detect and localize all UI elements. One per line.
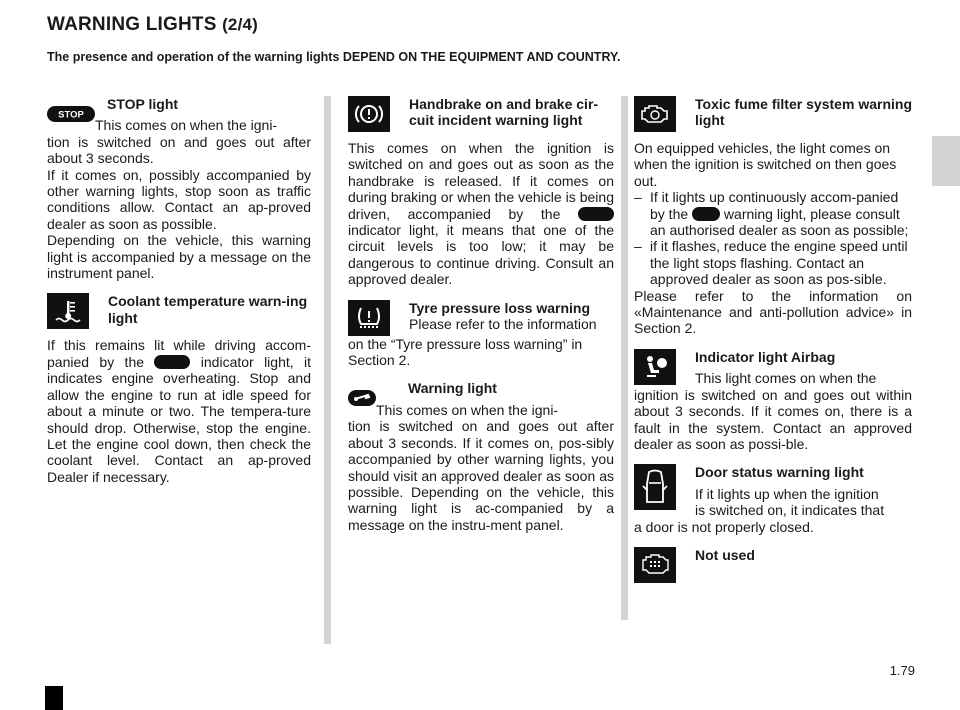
- page-title: [47, 14, 258, 36]
- page-number: 1.79: [889, 663, 915, 678]
- handbrake-icon: [348, 96, 390, 132]
- column-3: [634, 96, 912, 583]
- door-status-icon: [634, 464, 676, 510]
- entry-title: Coolant temperature warn-ing light: [108, 293, 308, 326]
- entry-text: tion is switched on and goes out after about 3 seconds.: [47, 133, 311, 167]
- entry-title: STOP light: [107, 96, 179, 112]
- entry-text: This comes on when the igni-: [95, 117, 278, 134]
- entry-text: on the “Tyre pressure loss warning” in Section 2.: [348, 335, 583, 369]
- wrench-icon: [692, 207, 720, 221]
- tyre-pressure-icon: [348, 300, 390, 336]
- list-item: – if it flashes, reduce the engine speed until the light stops flashing. Contact an approved dealer as soon as pos-sible.: [634, 238, 908, 288]
- entry-text: Please refer to the information on «Maintenance and anti-pollution advice» in Section 2.: [634, 287, 912, 337]
- coolant-temperature-icon: [47, 293, 89, 329]
- entry-text: a door is not properly closed.: [634, 518, 814, 535]
- tyre-pressure-entry: [348, 300, 614, 369]
- title-text: WARNING LIGHTS: [47, 14, 217, 35]
- column-1: [47, 96, 311, 485]
- entry-text: If it lights up when the ignition: [695, 485, 879, 502]
- handbrake-entry: [348, 96, 614, 288]
- stop-badge-icon: [154, 355, 190, 369]
- stop-badge-icon: [47, 106, 95, 122]
- unused-light-icon: [634, 547, 676, 583]
- svg-text:STOP: STOP: [58, 109, 84, 119]
- entry-text: This comes on when the igni-: [376, 401, 559, 418]
- entry-text: This comes on when the ignition is switched on and goes out as soon as the handbrake is released. If it comes on during braking or when the vehicle is being driven, accompanied by the indicator light, it means that one of the circuit levels is too low; it may be dangerous to continue driving. Consult an approved dealer.: [348, 140, 614, 288]
- entry-text: ignition is switched on and goes out within about 3 seconds. If it comes on, there is a fault in the system. Contact an approved dealer as soon as possi-ble.: [634, 386, 912, 452]
- title-part: (2/4): [222, 15, 259, 34]
- fume-filter-entry: [634, 96, 912, 337]
- page-subtitle: The presence and operation of the warning lights DEPEND ON THE EQUIPMENT AND COUNTRY.: [47, 50, 621, 64]
- entry-title: Indicator light Airbag: [695, 348, 836, 365]
- column-divider: [324, 96, 331, 644]
- airbag-icon: [634, 349, 676, 385]
- entry-title: Handbrake on and brake cir-cuit incident warning light: [409, 96, 599, 129]
- airbag-entry: [634, 349, 912, 452]
- corner-mark: [45, 686, 63, 710]
- entry-text: If it comes on, possibly accompanied by other warning lights, stop soon as traffic conditions allow. Contact an ap-proved dealer as soon as possible.: [47, 166, 311, 232]
- engine-filter-icon: [634, 96, 676, 132]
- entry-text: On equipped vehicles, the light comes on when the ignition is switched on then goes out.: [634, 140, 897, 189]
- wrench-icon: [348, 390, 376, 406]
- entry-text: is switched on, it indicates that: [695, 502, 885, 519]
- entry-text: This light comes on when the: [695, 370, 877, 387]
- column-2: [348, 96, 614, 533]
- entry-title: Tyre pressure loss warning: [409, 299, 591, 316]
- entry-title: Warning light: [408, 380, 497, 397]
- stop-light-entry: [47, 96, 311, 281]
- entry-text: If this remains lit while driving accom-panied by the indicator light, it indicates engine overheating. Stop and allow the engine to run at idle speed for about a minute or two. The tempera-ture should drop. Otherwise, stop the engine. Let the engine cool down, then check the coolant level. Contact an ap-proved Dealer if necessary.: [47, 337, 311, 485]
- entry-text: Please refer to the information: [409, 316, 597, 333]
- entry-title: Toxic fume filter system warning light: [695, 96, 912, 129]
- stop-badge-icon: [578, 207, 614, 221]
- coolant-entry: [47, 293, 311, 485]
- entry-title: Door status warning light: [695, 464, 864, 481]
- entry-text: Depending on the vehicle, this warning light is accompanied by a message on the instrument panel.: [47, 232, 311, 282]
- list-item: – If it lights up continuously accom-panied by the warning light, please consult an authorised dealer as soon as possible;: [634, 189, 909, 239]
- entry-title: Not used: [695, 546, 755, 563]
- service-warning-entry: [348, 380, 614, 533]
- column-divider: [621, 96, 628, 620]
- not-used-entry: [634, 547, 912, 583]
- bullet-list: [634, 189, 912, 287]
- section-tab: [932, 136, 960, 186]
- door-status-entry: [634, 464, 912, 535]
- entry-text: tion is switched on and goes out after about 3 seconds. If it comes on, pos-sibly accompanied by other warning lights, you should visit an approved dealer as soon as possible. Depending on the vehicle, this warning light is ac-companied by a message on the instru-ment panel.: [348, 418, 614, 533]
